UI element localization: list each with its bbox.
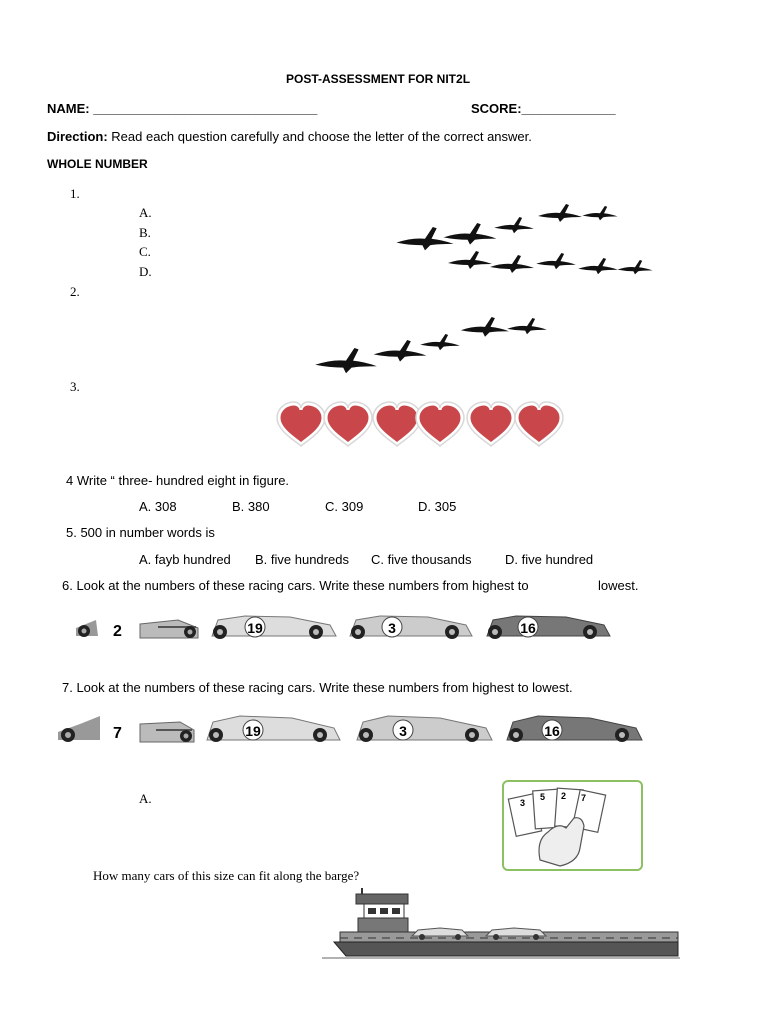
page-title: POST-ASSESSMENT FOR NIT2L: [286, 72, 471, 86]
q6-car-number-3: 3: [388, 620, 396, 636]
q7-question: 7. Look at the numbers of these racing cars. Write these numbers from highest to lowest.: [62, 680, 573, 695]
card-number-4: 7: [581, 793, 587, 803]
q4-choice-d[interactable]: D. 305: [418, 499, 457, 514]
q5-question: 5. 500 in number words is: [66, 525, 215, 540]
q1-choice-c[interactable]: C.: [139, 244, 151, 259]
q5-choice-a[interactable]: A. fayb hundred: [139, 552, 231, 567]
q6-question-end: lowest.: [598, 578, 639, 593]
section-title: WHOLE NUMBER: [47, 157, 148, 171]
card-number-2: 5: [540, 792, 546, 802]
q5-choice-c[interactable]: C. five thousands: [371, 552, 472, 567]
q6-car-number-2: 19: [247, 620, 263, 636]
q1-choice-a[interactable]: A.: [139, 205, 152, 220]
q4-choice-b[interactable]: B. 380: [232, 499, 270, 514]
q1-choice-b[interactable]: B.: [139, 225, 151, 240]
direction-label: Direction:: [47, 129, 108, 144]
q7-car-number-1: 7: [113, 725, 122, 742]
q3-number: 3.: [70, 379, 80, 394]
barge-question: How many cars of this size can fit along the barge?: [93, 868, 360, 883]
direction-text: Read each question carefully and choose the letter of the correct answer.: [107, 129, 532, 144]
card-number-1: 3: [520, 798, 526, 808]
score-field[interactable]: SCORE:_____________: [471, 101, 616, 116]
q7-car-number-2: 19: [245, 723, 261, 739]
q7-choice-a[interactable]: A.: [139, 791, 152, 806]
q6-car-number-1: 2: [113, 623, 122, 640]
q1-number: 1.: [70, 186, 80, 201]
q2-number: 2.: [70, 284, 80, 299]
q4-choice-c[interactable]: C. 309: [325, 499, 364, 514]
q6-car-number-4: 16: [520, 620, 536, 636]
q7-car-number-4: 16: [544, 723, 560, 739]
q4-choice-a[interactable]: A. 308: [139, 499, 177, 514]
q5-choice-d[interactable]: D. five hundred: [505, 552, 594, 567]
name-field[interactable]: NAME: _______________________________: [47, 101, 318, 116]
q5-choice-b[interactable]: B. five hundreds: [255, 552, 349, 567]
q1-choice-d[interactable]: D.: [139, 264, 152, 279]
q7-car-number-3: 3: [399, 723, 407, 739]
card-number-3: 2: [561, 791, 567, 801]
q6-question: 6. Look at the numbers of these racing cars. Write these numbers from highest to: [62, 578, 529, 593]
q4-question: 4 Write “ three- hundred eight in figure.: [66, 473, 290, 488]
